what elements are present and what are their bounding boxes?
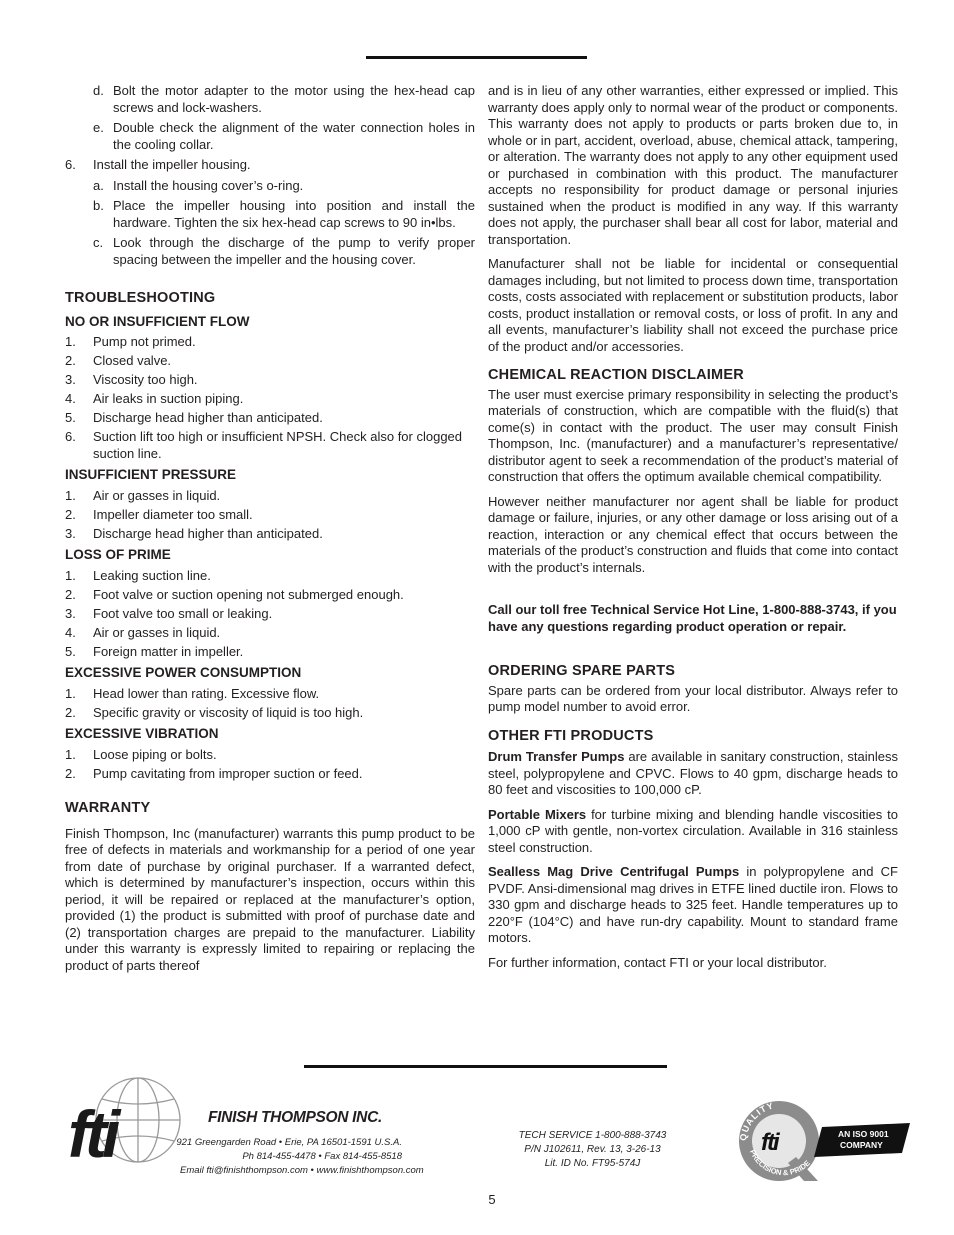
list-item-number: 2. xyxy=(65,353,76,368)
chemical-disclaimer-heading: CHEMICAL REACTION DISCLAIMER xyxy=(488,367,744,383)
list-item xyxy=(65,625,475,642)
page-number: 5 xyxy=(488,1192,496,1207)
list-item-text: Viscosity too high. xyxy=(93,372,198,387)
impeller-substeps xyxy=(65,178,475,269)
warranty-heading: WARRANTY xyxy=(65,800,151,816)
list-item xyxy=(65,747,475,764)
spare-parts-text: Spare parts can be ordered from your local distributor. Always refer to pump model number to avoid error. xyxy=(488,682,898,714)
list-item-text: Suction lift too high or insufficient NPSH. Check also for clogged suction line. xyxy=(93,429,463,461)
list-item-text: Air or gasses in liquid. xyxy=(93,624,221,640)
top-rule xyxy=(366,56,587,59)
list-item-number: 1. xyxy=(65,334,76,349)
list-item-text: Impeller diameter too small. xyxy=(93,506,253,522)
list-item xyxy=(65,410,475,427)
right-column xyxy=(488,83,898,979)
list-item xyxy=(65,644,475,661)
list-item-text: Pump not primed. xyxy=(93,334,196,349)
hotline-text: Call our toll free Technical Service Hot Line, 1-800-888-3743, if you have any questions regarding product operation or repair. xyxy=(488,602,897,634)
iso-seal-arc-top: QUALITY xyxy=(737,1100,776,1142)
list-item-text: Leaking suction line. xyxy=(93,567,211,583)
lit-id: Lit. ID No. FT95-574J xyxy=(544,1158,641,1169)
company-address: 921 Greengarden Road • Erie, PA 16501-1591 U.S.A. xyxy=(176,1137,402,1148)
troubleshooting-subheading: LOSS OF PRIME xyxy=(65,547,171,562)
other-products-heading: OTHER FTI PRODUCTS xyxy=(488,727,654,744)
list-item-text: Discharge head higher than anticipated. xyxy=(93,410,323,425)
list-item xyxy=(65,334,475,351)
troubleshooting-subheading: EXCESSIVE VIBRATION xyxy=(65,726,219,741)
list-item-number: 2. xyxy=(65,506,76,522)
troubleshooting-subheading: INSUFFICIENT PRESSURE xyxy=(65,467,237,482)
list-item xyxy=(65,568,475,585)
list-item-number: 2. xyxy=(65,765,76,781)
list-item xyxy=(65,587,475,604)
list-item: c. Look through the discharge of the pump to verify proper spacing between the impeller and the housing cover. xyxy=(93,235,475,267)
iso-seal-logo: fti xyxy=(761,1129,778,1156)
fti-logo xyxy=(66,1075,186,1180)
list-item xyxy=(65,507,475,524)
list-item-number: 6. xyxy=(65,429,76,444)
list-item: 6. Install the impeller housing. xyxy=(65,157,251,172)
mag-drive-text: Sealless Mag Drive Centrifugal Pumps in polypropylene and CF PVDF. Ansi-dimensional mag drives in ETFE lined ductile iron. Flows to 330 gpm and discharge heads to 325 feet. Handle temperatures up to 220°F (104°C) and have run-dry capability. Mount to standard frame motors. xyxy=(488,864,898,945)
list-item xyxy=(65,686,475,703)
troubleshooting-subheading: EXCESSIVE POWER CONSUMPTION xyxy=(65,665,302,680)
list-item-number: 5. xyxy=(65,643,76,659)
list-item xyxy=(65,429,475,462)
list-item-text: Discharge head higher than anticipated. xyxy=(93,525,323,541)
list-item-number: 1. xyxy=(65,746,76,762)
list-item xyxy=(65,353,475,370)
tech-info xyxy=(505,1129,680,1171)
list-item-number: 4. xyxy=(65,391,76,406)
chemical-disclaimer-text-2: However neither manufacturer nor agent shall be liable for product damage or failure, injuries, or any other damage or loss arising out of a reaction, interaction or any chemical effect that occurs between the materials of the product’s construction and fluids that come into contact with the product’s internals. xyxy=(488,493,898,575)
list-item-number: 3. xyxy=(65,525,76,541)
list-item-text: Head lower than rating. Excessive flow. xyxy=(93,685,320,701)
iso-line-2: COMPANY xyxy=(840,1140,883,1150)
list-item xyxy=(65,606,475,623)
list-item xyxy=(65,391,475,408)
company-email: Email fti@finishthompson.com • www.finishthompson.com xyxy=(180,1165,424,1176)
tech-service: TECH SERVICE 1-800-888-3743 xyxy=(518,1130,667,1141)
company-phone: Ph 814-455-4478 • Fax 814-455-8518 xyxy=(242,1151,402,1162)
list-item-number: 1. xyxy=(65,567,76,583)
list-item-text: Loose piping or bolts. xyxy=(93,746,217,762)
list-item-text: Air leaks in suction piping. xyxy=(93,391,244,406)
troubleshooting-heading: TROUBLESHOOTING xyxy=(65,290,216,306)
spare-parts-heading: ORDERING SPARE PARTS xyxy=(488,663,676,679)
list-item-text: Closed valve. xyxy=(93,353,172,368)
iso-seal xyxy=(734,1097,914,1190)
list-item xyxy=(65,526,475,543)
list-item-number: 1. xyxy=(65,685,76,701)
fti-logo-wordmark: fti xyxy=(68,1097,116,1171)
footer-rule xyxy=(304,1065,667,1068)
list-item xyxy=(65,766,475,783)
further-info-text: For further information, contact FTI or your local distributor. xyxy=(488,954,827,970)
iso-line-1: AN ISO 9001 xyxy=(838,1129,889,1139)
list-item-number: 4. xyxy=(65,624,76,640)
list-item: b. Place the impeller housing into position and install the hardware. Tighten the six hex-head cap screws to 90 in•lbs. xyxy=(93,198,475,230)
list-item-text: Foot valve or suction opening not submerged enough. xyxy=(93,586,404,602)
list-item-text: Specific gravity or viscosity of liquid is too high. xyxy=(93,704,364,720)
list-item xyxy=(65,372,475,389)
left-column xyxy=(65,83,475,982)
drum-pumps-text: Drum Transfer Pumps are available in sanitary construction, stainless steel, polypropylene and CPVC. Flows to 40 gpm, discharge heads to 80 feet and viscosities to 100,000 cP. xyxy=(488,749,898,797)
list-item-text: Foot valve too small or leaking. xyxy=(93,605,273,621)
install-substeps xyxy=(65,83,475,153)
list-item-number: 2. xyxy=(65,586,76,602)
company-name: FINISH THOMPSON INC. xyxy=(208,1109,382,1126)
list-item-text: Pump cavitating from improper suction or feed. xyxy=(93,765,363,781)
list-item-text: Air or gasses in liquid. xyxy=(93,487,221,503)
chemical-disclaimer-text-1: The user must exercise primary responsibility in selecting the product’s materials of construction, which are compatible with the fluid(s) that come(s) in contact with the product. The user may consult Finish Thompson, Inc. (manufacturer) and a manufacturer’s representative/ distributor agent to seek a recommendation of the product’s material of construction that offers the optimum available chemical compatibility. xyxy=(488,386,898,484)
list-item: a. Install the housing cover’s o-ring. xyxy=(93,177,304,193)
warranty-continued: and is in lieu of any other warranties, either expressed or implied. This warranty does apply only to normal wear of the product or components. This warranty does not apply to products or parts broken due to, in whole or in part, accident, overload, abuse, chemical attack, tampering, or alteration. The warranty does not apply to any other equipment used or purchased in combination with this product. The manufacturer accepts no responsibility for product damage or personal injuries sustained when the product is modified in any way. If this warranty does not apply, the purchaser shall bear all cost for labor, material and transportation. xyxy=(488,83,898,247)
liability-text: Manufacturer shall not be liable for incidental or consequential damages including, but not limited to process down time, transportation costs, costs associated with replacement or substitution products, labor costs, product installation or removal costs, or loss of profit. In any and all events, manufacturer’s liability shall not exceed the purchase price of the product and/or accessories. xyxy=(488,256,898,354)
list-item: d. Bolt the motor adapter to the motor using the hex-head cap screws and lock-washers. xyxy=(93,83,475,115)
list-item-number: 1. xyxy=(65,487,76,503)
list-item-number: 3. xyxy=(65,372,76,387)
list-item-text: Foreign matter in impeller. xyxy=(93,643,244,659)
list-item xyxy=(65,488,475,505)
troubleshooting-groups xyxy=(65,314,475,783)
iso-seal-arc-bottom: PRECISION & PRIDE xyxy=(748,1148,812,1178)
mixers-text: Portable Mixers for turbine mixing and blending handle viscosities to 1,000 cP with gentle, non-vortex circulation. Available in 316 stainless steel construction. xyxy=(488,806,898,855)
part-number: P/N J102611, Rev. 13, 3-26-13 xyxy=(524,1144,661,1155)
list-item-number: 5. xyxy=(65,410,76,425)
troubleshooting-subheading: NO OR INSUFFICIENT FLOW xyxy=(65,313,250,329)
list-item-number: 3. xyxy=(65,605,76,621)
list-item: e. Double check the alignment of the water connection holes in the cooling collar. xyxy=(93,120,475,152)
list-item-number: 2. xyxy=(65,704,76,720)
list-item xyxy=(65,705,475,722)
warranty-text: Finish Thompson, Inc (manufacturer) warrants this pump product to be free of defects in materials and workmanship for a period of one year from date of purchase by original purchaser. If a warranted defect, which is determined by manufacturer’s inspection, occurs within this period, it will be repaired or replaced at the manufacturer’s option, provided (1) the product is submitted with proof of purchase date and (2) transportation charges are prepaid to the manufacturer. Liability under this warranty is expressly limited to repairing or replacing the product of parts thereof xyxy=(65,825,475,973)
